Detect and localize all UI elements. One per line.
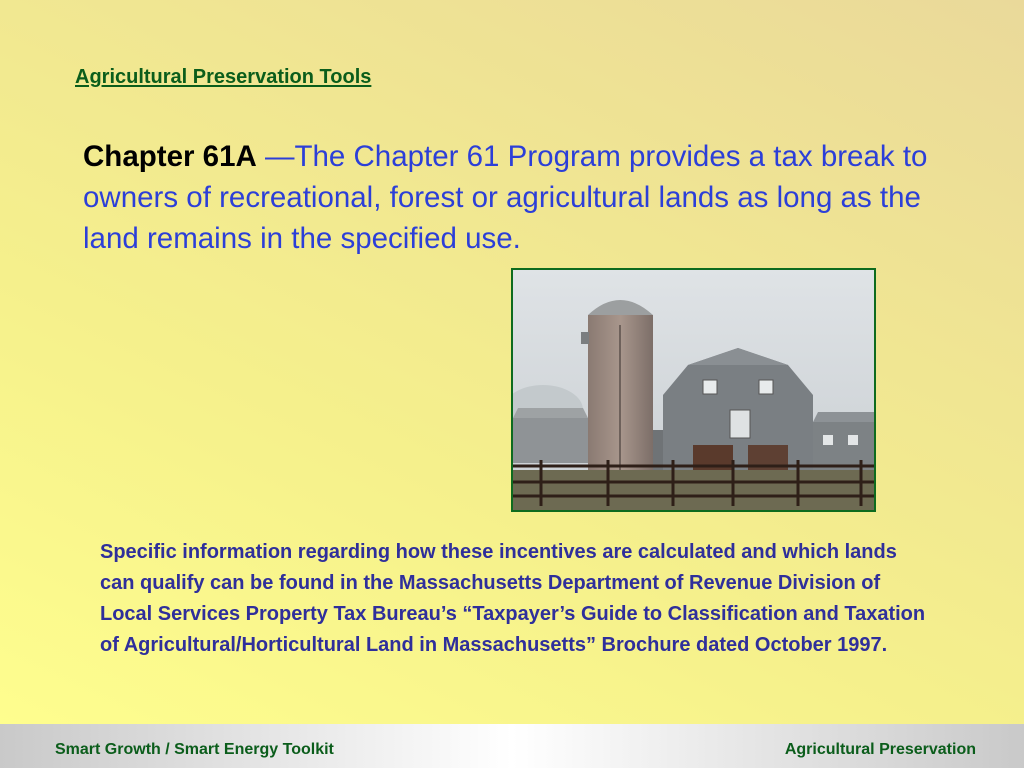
chapter-description: [83, 136, 953, 259]
chapter-label: Chapter 61A: [83, 140, 257, 173]
footer-toolkit-label: Smart Growth / Smart Energy Toolkit: [55, 741, 334, 758]
barn-window-right: [759, 380, 773, 394]
chapter-text: —The Chapter 61 Program provides a tax break to owners of recreational, forest or agricultural lands as long as the land remains in the specified use.: [83, 140, 928, 255]
barn-wing: [813, 422, 874, 470]
field: [513, 470, 874, 510]
barn-silo-illustration: [513, 270, 874, 510]
left-shed: [513, 418, 588, 463]
slide-title-link[interactable]: Agricultural Preservation Tools: [75, 66, 372, 88]
footer-bar: [0, 724, 1024, 768]
barn-hayloft-door: [730, 410, 750, 438]
barn-photo: [511, 268, 876, 512]
barn-window-left: [703, 380, 717, 394]
incentive-info-text: Specific information regarding how these incentives are calculated and which lands can qualify can be found in the Massachusetts Department of Revenue Division of Local Services Property Tax Bureau’s “Taxpayer’s Guide to Classification and Taxation of Agricultural/Horticultural Land in Massachusetts” Brochure dated October 1997.: [100, 541, 926, 656]
footer-section-label: Agricultural Preservation: [784, 741, 976, 758]
